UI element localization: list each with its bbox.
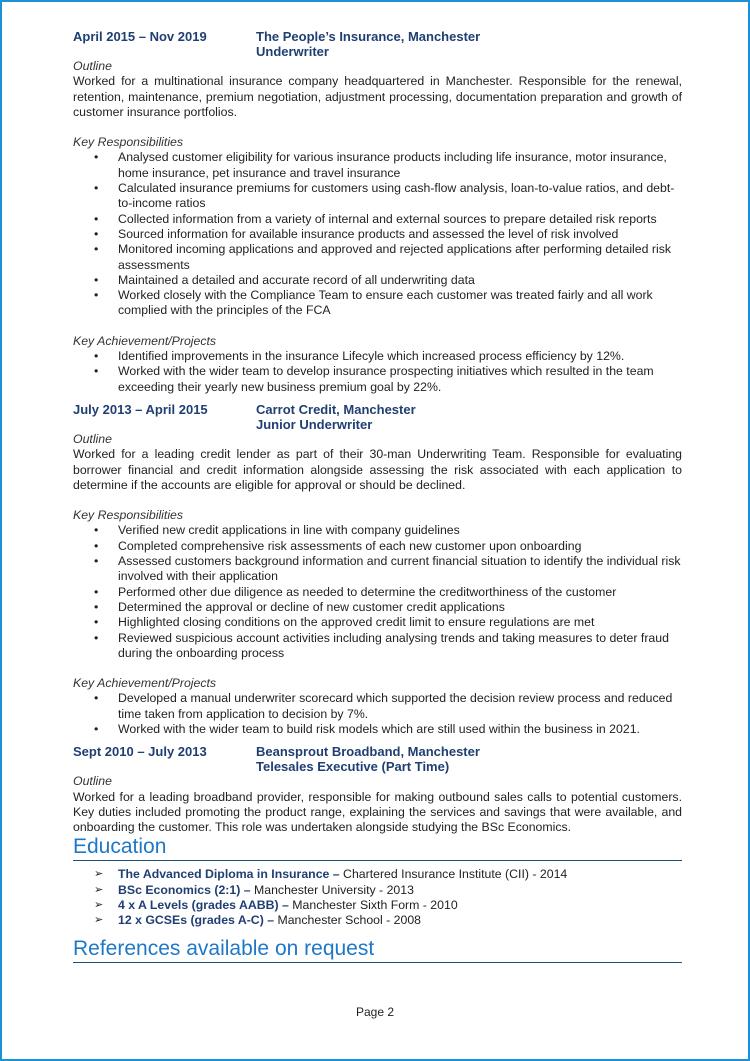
job-header bbox=[73, 744, 682, 774]
job-outline: Worked for a multinational insurance company headquartered in Manchester. Responsible for the renewal, retention, maintenance, premium negotiation, adjustment processing, documentation preparation and growth of customer insurance portfolios. bbox=[73, 74, 682, 119]
list-item: • Performed other due diligence as needed to determine the creditworthiness of the customer bbox=[118, 585, 682, 600]
qualification-detail: Manchester Sixth Form - 2010 bbox=[288, 898, 458, 913]
education-item bbox=[94, 913, 682, 928]
education-list bbox=[73, 867, 682, 928]
list-item: • Identified improvements in the insurance Lifecyle which increased process efficiency by 12%. bbox=[118, 349, 682, 364]
outline-label: Outline bbox=[73, 59, 112, 73]
outline-label: Outline bbox=[73, 431, 112, 446]
list-item: • Maintained a detailed and accurate record of all underwriting data bbox=[118, 273, 682, 288]
list-item: • Sourced information for available insurance products and assessed the level of risk involved bbox=[118, 227, 682, 242]
job-entry bbox=[73, 402, 682, 737]
job-company: The People’s Insurance, Manchester bbox=[256, 29, 481, 44]
qualification-title: BSc Economics (2:1) – bbox=[118, 882, 251, 897]
list-item: • Developed a manual underwriter scorecard which supported the decision review process and reduced time taken from application to decision by 7%. bbox=[118, 691, 682, 722]
job-dates: April 2015 – Nov 2019 bbox=[73, 29, 207, 44]
list-item: • Worked with the wider team to build risk models which are still used within the business in 2021. bbox=[118, 722, 682, 737]
qualification-title: 12 x GCSEs (grades A-C) – bbox=[118, 913, 275, 928]
list-item: • Highlighted closing conditions on the approved credit limit to ensure regulations are met bbox=[118, 615, 682, 630]
job-dates: Sept 2010 – July 2013 bbox=[73, 744, 207, 760]
list-item: • Worked with the wider team to develop insurance prospecting initiatives which resulted in the team exceeding their yearly new business premium goal by 22%. bbox=[118, 364, 682, 395]
list-item: • Analysed customer eligibility for various insurance products including life insurance, motor insurance, home insurance, pet insurance and travel insurance bbox=[118, 150, 682, 181]
achievements-list bbox=[73, 691, 682, 737]
achievements-label: Key Achievement/Projects bbox=[73, 676, 217, 691]
arrow-bullet-icon: ➢ bbox=[94, 899, 104, 912]
job-entry bbox=[73, 744, 682, 835]
qualification-detail: Manchester University - 2013 bbox=[250, 882, 414, 897]
job-outline: Worked for a leading credit lender as part of their 30-man Underwriting Team. Responsible for evaluating borrower financial and credit information alongside assessing the risk associated with each application to determine if the accounts are eligible for approval or should be declined. bbox=[73, 447, 682, 492]
list-item: • Completed comprehensive risk assessments of each new customer upon onboarding bbox=[118, 539, 682, 554]
responsibilities-list bbox=[73, 523, 682, 661]
qualification-title: The Advanced Diploma in Insurance – bbox=[118, 867, 340, 882]
arrow-bullet-icon: ➢ bbox=[94, 914, 104, 927]
education-item bbox=[94, 898, 682, 913]
arrow-bullet-icon: ➢ bbox=[94, 883, 104, 896]
job-company: Beansprout Broadband, Manchester bbox=[256, 744, 480, 760]
list-item: • Calculated insurance premiums for customers using cash-flow analysis, loan-to-value ratios, and debt-to-income ratios bbox=[118, 181, 682, 212]
achievements-list bbox=[73, 349, 682, 395]
responsibilities-list bbox=[73, 150, 682, 318]
references-heading: References available on request bbox=[73, 937, 682, 963]
job-role: Telesales Executive (Part Time) bbox=[256, 759, 450, 775]
responsibilities-label: Key Responsibilities bbox=[73, 508, 184, 523]
job-role: Underwriter bbox=[256, 44, 329, 59]
job-role: Junior Underwriter bbox=[256, 416, 373, 432]
education-item bbox=[94, 867, 682, 882]
arrow-bullet-icon: ➢ bbox=[94, 868, 104, 881]
job-entry bbox=[73, 29, 682, 395]
job-dates: July 2013 – April 2015 bbox=[73, 401, 208, 417]
education-heading: Education bbox=[73, 835, 682, 861]
list-item: • Monitored incoming applications and approved and rejected applications after performing detailed risk assessments bbox=[118, 242, 682, 273]
job-organisation bbox=[256, 744, 682, 774]
list-item: • Verified new credit applications in line with company guidelines bbox=[118, 523, 682, 538]
page-content bbox=[73, 29, 682, 963]
job-company: Carrot Credit, Manchester bbox=[256, 401, 416, 417]
qualification-detail: Manchester School - 2008 bbox=[274, 913, 422, 928]
list-item: • Assessed customers background information and current financial situation to identify the individual risk involved with their application bbox=[118, 554, 682, 585]
list-item: • Worked closely with the Compliance Team to ensure each customer was treated fairly and all work complied with the principles of the FCA bbox=[118, 288, 682, 319]
list-item: • Determined the approval or decline of new customer credit applications bbox=[118, 600, 682, 615]
outline-label: Outline bbox=[73, 774, 112, 789]
qualification-detail: Chartered Insurance Institute (CII) - 2014 bbox=[339, 867, 568, 882]
job-header bbox=[73, 29, 682, 59]
page-number: Page 2 bbox=[355, 1005, 395, 1019]
job-organisation bbox=[256, 29, 682, 59]
job-header bbox=[73, 402, 682, 432]
achievements-label: Key Achievement/Projects bbox=[73, 333, 217, 348]
job-outline: Worked for a leading broadband provider, responsible for making outbound sales calls to potential customers. Key duties included promoting the product range, explaining the services and savings that were available, and onboarding the customer. This role was undertaken alongside studying the BSc Economics. bbox=[73, 789, 682, 835]
job-organisation bbox=[256, 402, 682, 432]
education-item bbox=[94, 882, 682, 898]
responsibilities-label: Key Responsibilities bbox=[73, 135, 184, 150]
list-item: • Reviewed suspicious account activities including analysing trends and taking measures to deter fraud during the onboarding process bbox=[118, 631, 682, 662]
list-item: • Collected information from a variety of internal and external sources to prepare detailed risk reports bbox=[118, 212, 682, 227]
qualification-title: 4 x A Levels (grades AABB) – bbox=[118, 898, 289, 913]
